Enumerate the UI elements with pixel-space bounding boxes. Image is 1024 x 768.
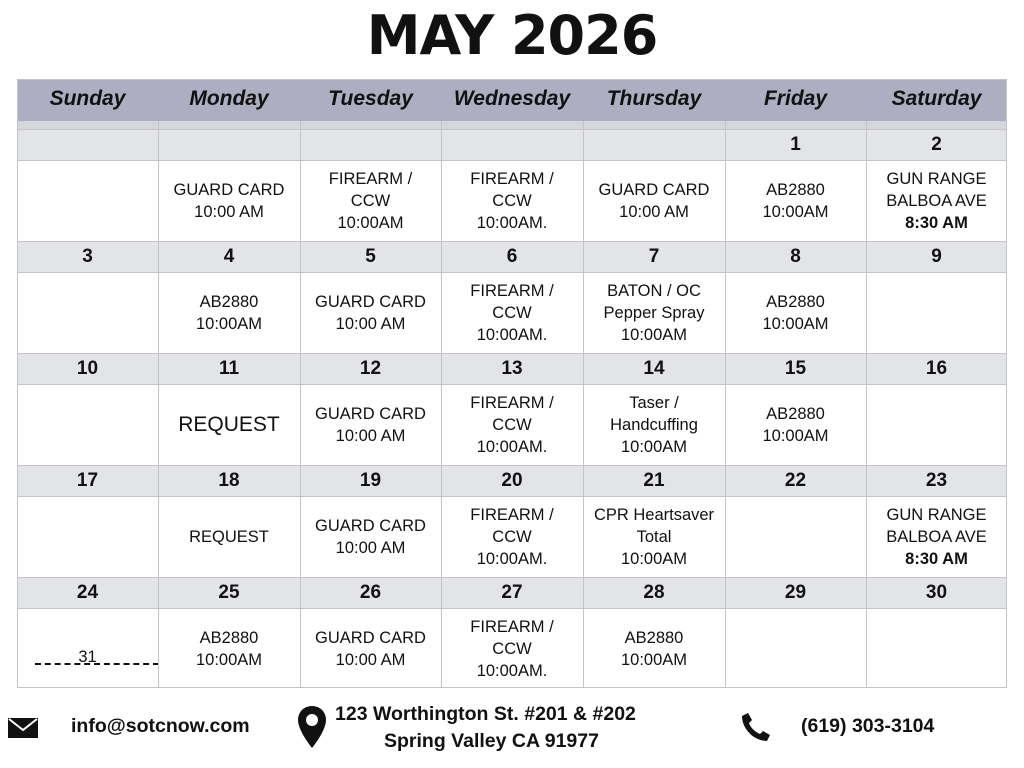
date-number: 24 bbox=[76, 582, 99, 603]
event-line: 10:00AM. bbox=[476, 214, 548, 232]
date-number: 29 bbox=[784, 582, 807, 603]
weekday-tuesday: Tuesday bbox=[328, 87, 413, 110]
event-line: 10:00AM bbox=[762, 427, 829, 445]
event-line: 10:00AM. bbox=[476, 550, 548, 568]
event-line: FIREARM / bbox=[470, 394, 554, 412]
calendar-grid bbox=[17, 79, 1007, 688]
calendar-border bbox=[17, 79, 1007, 688]
date-number: 25 bbox=[218, 582, 240, 603]
date-number: 5 bbox=[365, 246, 376, 267]
event-line: CPR Heartsaver bbox=[593, 506, 715, 524]
event-line: AB2880 bbox=[766, 293, 825, 311]
event-line: 8:30 AM bbox=[905, 214, 968, 232]
weekday-thursday: Thursday bbox=[606, 87, 702, 110]
page-title: MAY 2026 bbox=[366, 4, 658, 67]
event-line: 10:00AM bbox=[762, 203, 829, 221]
event-line: FIREARM / bbox=[470, 282, 554, 300]
date-number: 16 bbox=[925, 358, 948, 379]
event-line: 10:00AM bbox=[620, 326, 688, 344]
event-line: GUARD CARD bbox=[315, 629, 426, 647]
date-number: 1 bbox=[790, 134, 801, 155]
date-number: 21 bbox=[643, 470, 665, 491]
date-number: 28 bbox=[643, 582, 665, 603]
phone-icon bbox=[740, 711, 772, 743]
event-line: 10:00AM bbox=[195, 315, 263, 333]
event-line: FIREARM / bbox=[328, 170, 413, 188]
event-line: AB2880 bbox=[199, 629, 259, 647]
date-number: 12 bbox=[359, 358, 382, 379]
event-line: 10:00 AM bbox=[194, 203, 264, 221]
event-line: AB2880 bbox=[624, 629, 684, 647]
event-line: 10:00AM bbox=[620, 550, 688, 568]
event-line: CCW bbox=[492, 304, 532, 322]
envelope-icon bbox=[8, 718, 38, 738]
date-number: 15 bbox=[784, 358, 807, 379]
event-line: AB2880 bbox=[766, 405, 825, 423]
event-line: 10:00 AM bbox=[335, 315, 406, 333]
date-number: 7 bbox=[648, 246, 660, 267]
date-number: 30 bbox=[925, 582, 948, 603]
weekday-wednesday: Wednesday bbox=[453, 87, 571, 110]
event-line: FIREARM / bbox=[470, 170, 554, 188]
event-line: Total bbox=[636, 528, 672, 546]
event-line: CCW bbox=[350, 192, 391, 210]
date-number: 3 bbox=[82, 246, 93, 267]
date-number: 6 bbox=[506, 246, 518, 267]
event-line: 10:00AM bbox=[620, 438, 688, 456]
event-line: 10:00AM. bbox=[476, 662, 548, 680]
event-line: 10:00 AM bbox=[619, 203, 689, 221]
event-line: BALBOA AVE bbox=[886, 528, 987, 546]
event-line: FIREARM / bbox=[470, 618, 554, 636]
date-number: 18 bbox=[218, 470, 240, 491]
event-line: GUN RANGE bbox=[886, 506, 987, 524]
event-line: 10:00 AM bbox=[335, 539, 406, 557]
map-pin-icon bbox=[297, 705, 327, 749]
date-number: 27 bbox=[501, 582, 523, 603]
phone-link[interactable]: (619) 303-3104 bbox=[801, 715, 935, 737]
event-line: Handcuffing bbox=[610, 416, 698, 434]
event-line: CCW bbox=[492, 528, 532, 546]
event-line: CCW bbox=[492, 640, 532, 658]
event-line: AB2880 bbox=[766, 181, 825, 199]
date-number: 2 bbox=[931, 134, 942, 155]
event-line: 10:00 AM bbox=[335, 651, 406, 669]
event-line: 31 bbox=[78, 648, 97, 666]
event-line: 10:00AM bbox=[762, 315, 829, 333]
date-number: 22 bbox=[784, 470, 807, 491]
event-line: 10:00AM bbox=[620, 651, 688, 669]
address-line-2: Spring Valley CA 91977 bbox=[384, 730, 599, 752]
event-line: GUARD CARD bbox=[315, 517, 426, 535]
event-line: 10:00 AM bbox=[335, 427, 406, 445]
date-number: 9 bbox=[931, 246, 942, 267]
event-line: Taser / bbox=[629, 394, 679, 412]
event-line: GUN RANGE bbox=[886, 170, 987, 188]
date-number: 10 bbox=[76, 358, 99, 379]
event-line: 10:00AM bbox=[337, 214, 404, 232]
date-number: 4 bbox=[223, 246, 235, 267]
weekday-saturday: Saturday bbox=[891, 87, 982, 110]
event-line: 8:30 AM bbox=[905, 550, 968, 568]
event-line: 10:00AM. bbox=[476, 438, 548, 456]
event-line: Pepper Spray bbox=[603, 304, 705, 322]
weekday-sunday: Sunday bbox=[49, 87, 126, 110]
event-line: BALBOA AVE bbox=[886, 192, 987, 210]
event-line: AB2880 bbox=[199, 293, 259, 311]
event-line: BATON / OC bbox=[607, 282, 701, 300]
date-number: 14 bbox=[643, 358, 665, 379]
date-number: 17 bbox=[76, 470, 99, 491]
weekday-friday: Friday bbox=[763, 87, 828, 110]
email-link[interactable]: info@sotcnow.com bbox=[71, 715, 250, 737]
event-line: 10:00AM bbox=[195, 651, 263, 669]
date-number: 26 bbox=[359, 582, 382, 603]
date-number: 13 bbox=[501, 358, 523, 379]
event-line: GUARD CARD bbox=[173, 181, 285, 199]
date-number: 19 bbox=[359, 470, 382, 491]
event-line: GUARD CARD bbox=[315, 405, 426, 423]
event-line: REQUEST bbox=[189, 528, 269, 546]
event-line: FIREARM / bbox=[470, 506, 554, 524]
event-line: GUARD CARD bbox=[598, 181, 710, 199]
date-number: 8 bbox=[790, 246, 801, 267]
date-number: 23 bbox=[925, 470, 948, 491]
event-line: REQUEST bbox=[178, 413, 280, 436]
date-number: 20 bbox=[501, 470, 523, 491]
address-line-1: 123 Worthington St. #201 & #202 bbox=[335, 703, 636, 725]
event-line: CCW bbox=[492, 416, 532, 434]
date-number: 11 bbox=[218, 358, 240, 379]
event-line: CCW bbox=[492, 192, 532, 210]
event-line: 10:00AM. bbox=[476, 326, 548, 344]
event-line: GUARD CARD bbox=[315, 293, 426, 311]
weekday-monday: Monday bbox=[189, 87, 269, 110]
